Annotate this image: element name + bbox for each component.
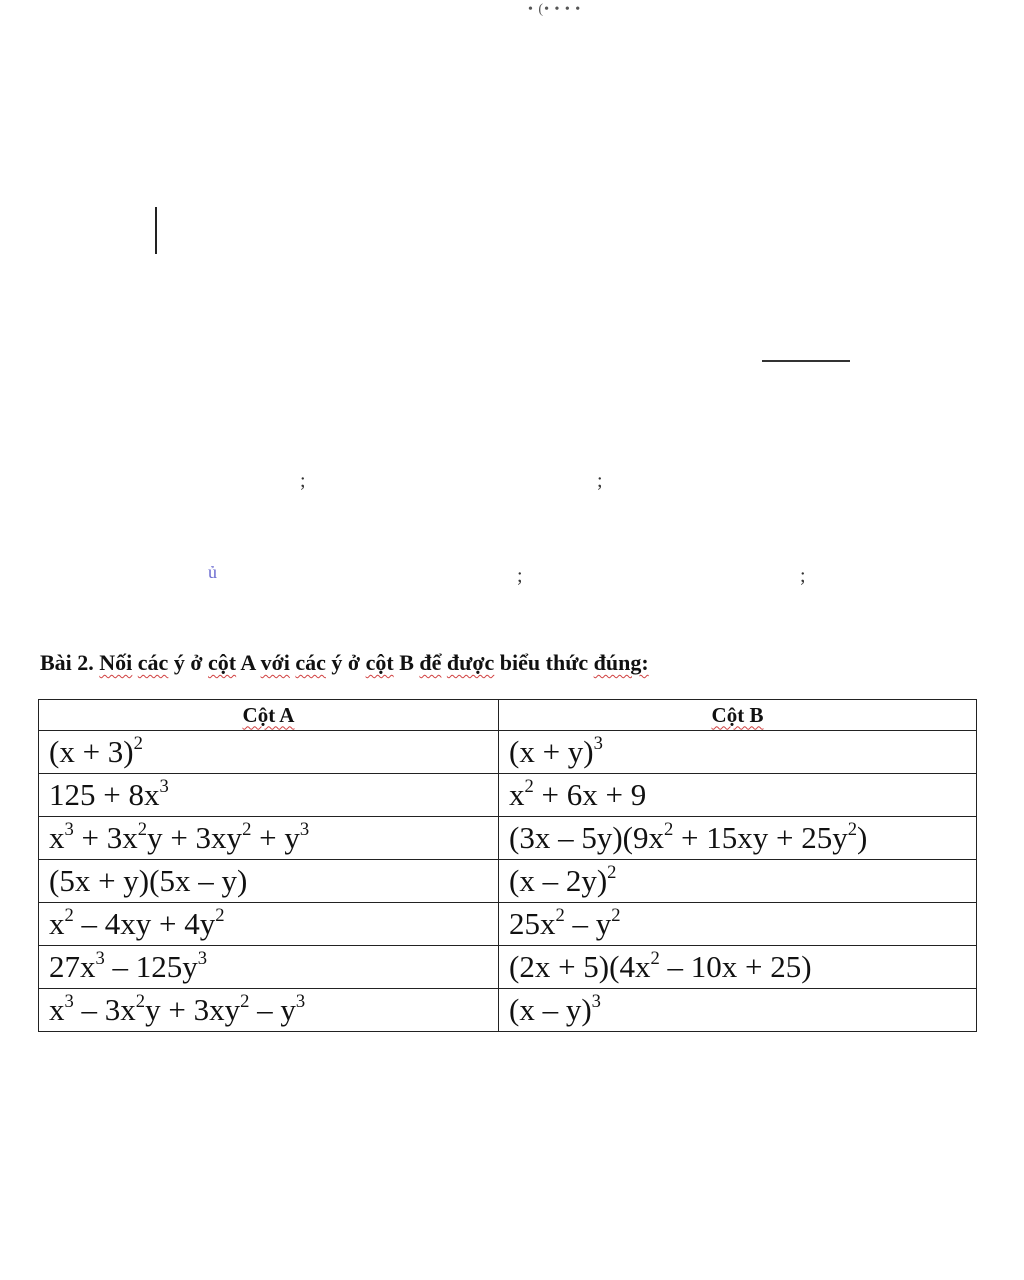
text-cursor [155,207,157,254]
expression-text: 25x [509,906,556,941]
column-b-expression [499,774,977,817]
expression-text: (2x + 5)(4x [509,949,651,984]
expression-text: x [49,820,65,855]
title-part: với [260,650,290,675]
column-b-header: Cột B [499,700,977,731]
expression-text: – y [249,992,296,1027]
expression-text: y + 3xy [145,992,241,1027]
column-a-expression [39,946,499,989]
expression-text: x [49,992,65,1027]
title-part: đúng: [593,650,649,675]
expression-text: + 15xy + 25y [673,820,848,855]
expression-text: y + 3xy [147,820,243,855]
expression-text: x [49,906,65,941]
exponent: 2 [650,947,660,969]
stray-semicolon: ; [300,470,306,492]
column-a-expression [39,903,499,946]
exponent: 2 [242,818,252,840]
expression-text: 27x [49,949,96,984]
table-row [39,774,977,817]
expression-text: (x + y) [509,734,594,769]
expression-text: (x – 2y) [509,863,608,898]
expression-text: – 125y [104,949,198,984]
column-a-expression [39,860,499,903]
exponent: 2 [215,904,225,926]
title-part: các [295,650,326,675]
exponent: 3 [64,818,74,840]
stray-mark: ủ [208,562,217,582]
title-part: các [137,650,169,675]
exponent: 3 [591,990,601,1012]
expression-text: – 4xy + 4y [73,906,216,941]
title-part: A [240,650,256,675]
stray-line [762,360,850,362]
table-header-row [39,700,977,731]
expression-text: – y [564,906,612,941]
expression-text: (5x + y)(5x – y) [49,863,248,898]
exponent: 2 [847,818,858,840]
title-part: B [399,650,414,675]
exponent: 2 [524,775,534,797]
exponent: 2 [555,904,565,926]
column-b-expression [499,989,977,1032]
exercise-title [40,650,649,676]
title-part: được [446,650,495,675]
stray-semicolon: ; [800,565,806,587]
matching-table [38,699,977,1032]
table-row [39,946,977,989]
exponent: 2 [64,904,74,926]
expression-text: – 10x + 25) [659,949,812,984]
exponent: 2 [240,990,250,1012]
expression-text: (x – y) [509,992,592,1027]
stray-semicolon: ; [597,470,603,492]
title-part: Nối [99,650,133,675]
column-b-expression [499,946,977,989]
table-row [39,989,977,1032]
title-part: ý ở [331,650,361,675]
table-row [39,731,977,774]
exponent: 3 [593,732,603,754]
column-b-expression [499,903,977,946]
expression-text: (x + 3) [49,734,134,769]
expression-text: + 6x + 9 [533,777,647,812]
expression-text: 125 + 8x [49,777,160,812]
exponent: 2 [137,818,148,840]
column-a-header: Cột A [39,700,499,731]
column-b-expression [499,817,977,860]
exponent: 2 [611,904,621,926]
expression-text: x [509,777,525,812]
column-a-expression [39,774,499,817]
exponent: 2 [135,990,146,1012]
table-row [39,817,977,860]
column-a-expression [39,731,499,774]
exponent: 3 [295,990,306,1012]
stray-dots: • (• • • • [528,2,582,17]
title-part: ý ở [173,650,203,675]
title-part: để [419,650,442,675]
expression-text: (3x – 5y)(9x [509,820,664,855]
exponent: 2 [663,818,674,840]
title-part: cột [208,650,237,675]
column-b-expression [499,860,977,903]
expression-text: + 3x [73,820,138,855]
column-a-expression [39,817,499,860]
exponent: 3 [95,947,105,969]
exponent: 2 [133,732,143,754]
stray-semicolon: ; [517,565,523,587]
exponent: 3 [299,818,310,840]
column-a-expression [39,989,499,1032]
exponent: 3 [64,990,74,1012]
expression-text: + y [251,820,300,855]
title-part: biểu thức [499,650,589,675]
expression-text: – 3x [73,992,136,1027]
column-b-expression [499,731,977,774]
table-row [39,860,977,903]
table-row [39,903,977,946]
title-part: cột [365,650,394,675]
exponent: 2 [607,861,617,883]
exponent: 3 [159,775,169,797]
expression-text: ) [857,820,868,855]
title-part: Bài 2. [40,650,94,675]
exponent: 3 [197,947,208,969]
